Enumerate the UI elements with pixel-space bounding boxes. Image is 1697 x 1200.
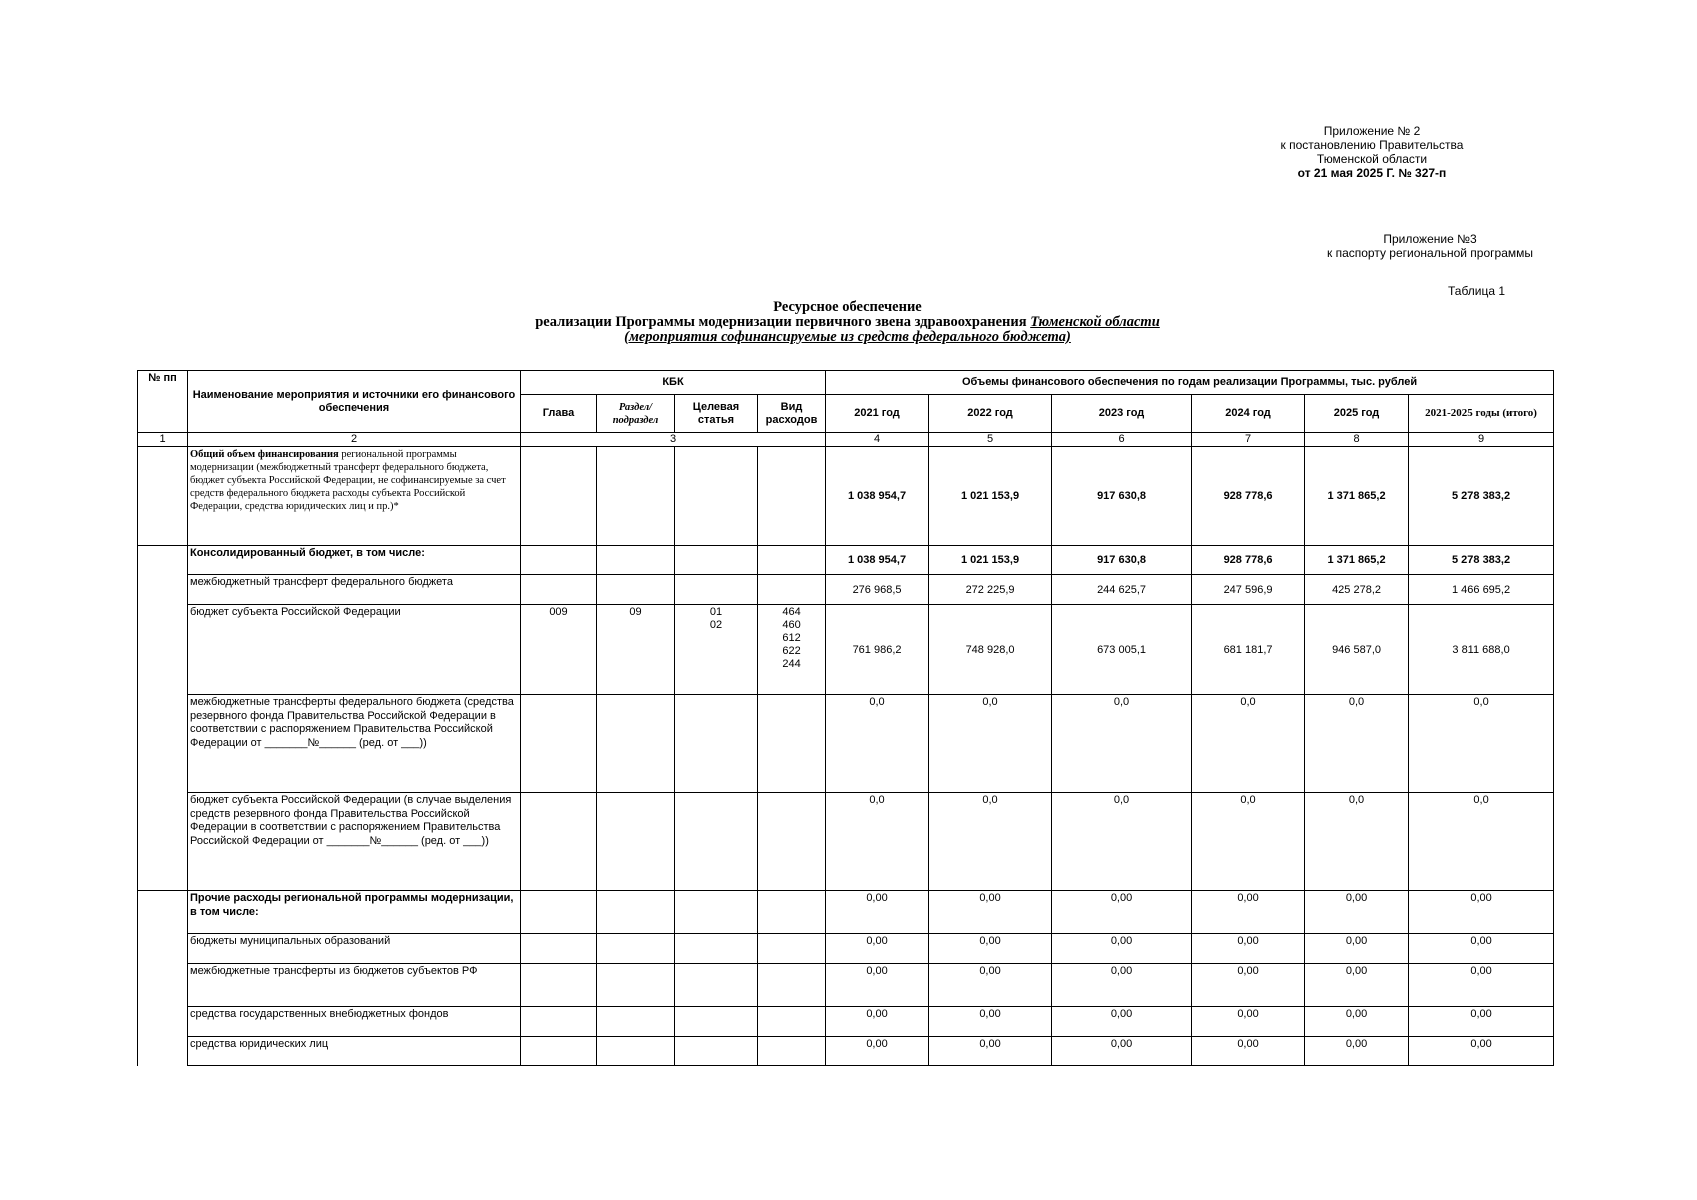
kbk-celevaya [675, 447, 758, 546]
value-2024: 247 596,9 [1192, 575, 1305, 605]
row-name: средства юридических лиц [188, 1037, 521, 1066]
kbk-vid [758, 605, 826, 695]
appendix-2-title: Приложение № 2 [1323, 124, 1421, 138]
row-number-cell [138, 447, 188, 546]
kbk-vid [758, 1007, 826, 1037]
column-number: 8 [1305, 433, 1409, 447]
row-number-cell [138, 891, 188, 934]
table-row [138, 891, 1554, 934]
value-total: 3 811 688,0 [1409, 605, 1554, 695]
value-2022: 0,00 [929, 1007, 1052, 1037]
header-2024: 2024 год [1192, 395, 1305, 433]
appendix-3-title: Приложение №3 [1383, 232, 1477, 246]
kbk-glava [521, 1037, 597, 1066]
kbk-celevaya [675, 793, 758, 891]
header-2021: 2021 год [826, 395, 929, 433]
kbk-celevaya [675, 695, 758, 793]
value-2021: 1 038 954,7 [826, 447, 929, 546]
column-number-row [138, 433, 1554, 447]
value-2024: 0,00 [1192, 964, 1305, 1007]
kbk-vid-code: 464 [782, 606, 801, 618]
header-name: Наименование мероприятия и источники его финансового обеспечения [188, 371, 521, 433]
kbk-vid [758, 934, 826, 964]
kbk-glava [521, 891, 597, 934]
kbk-glava [521, 934, 597, 964]
row-number-cell [138, 605, 188, 695]
resource-table [137, 370, 1554, 1066]
header-2022: 2022 год [929, 395, 1052, 433]
kbk-razdel [597, 575, 675, 605]
kbk-glava [521, 1007, 597, 1037]
kbk-celevaya-part: 02 [709, 619, 723, 631]
value-2022: 0,00 [929, 891, 1052, 934]
title-line-1: Ресурсное обеспечение [773, 299, 922, 315]
value-2023: 0,00 [1052, 1007, 1192, 1037]
value-total: 0,0 [1409, 695, 1554, 793]
column-number: 5 [929, 433, 1052, 447]
row-name-rest: региональной программы модернизации (межбюджетный трансферт федерального бюджета, бюджет субъекта Российской Федерации, не софинансируемые за счет средств федерального бюджета расходы субъекта Российской Федерации, средства юридических лиц и пр.)* [190, 449, 506, 512]
table-row [138, 575, 1554, 605]
value-2025: 0,00 [1305, 964, 1409, 1007]
value-2023: 0,0 [1052, 793, 1192, 891]
table-row [138, 934, 1554, 964]
value-2021: 0,00 [826, 891, 929, 934]
value-2024: 0,0 [1192, 793, 1305, 891]
value-2021: 1 038 954,7 [826, 546, 929, 575]
table-row [138, 447, 1554, 546]
value-2022: 0,0 [929, 793, 1052, 891]
table-row [138, 546, 1554, 575]
kbk-razdel [597, 1007, 675, 1037]
value-2024: 0,00 [1192, 891, 1305, 934]
kbk-celevaya [675, 575, 758, 605]
value-2025: 1 371 865,2 [1305, 447, 1409, 546]
column-number: 9 [1409, 433, 1554, 447]
row-name: межбюджетный трансферт федерального бюджета [188, 575, 521, 605]
kbk-vid [758, 695, 826, 793]
value-2025: 425 278,2 [1305, 575, 1409, 605]
row-number-cell [138, 1007, 188, 1037]
value-2022: 1 021 153,9 [929, 447, 1052, 546]
value-total: 1 466 695,2 [1409, 575, 1554, 605]
kbk-glava [521, 793, 597, 891]
row-name-bold: Общий объем финансирования [190, 449, 339, 460]
kbk-glava: 009 [521, 605, 597, 695]
column-number: 1 [138, 433, 188, 447]
value-2025: 0,00 [1305, 891, 1409, 934]
kbk-razdel [597, 793, 675, 891]
value-2022: 748 928,0 [929, 605, 1052, 695]
header-total: 2021-2025 годы (итого) [1409, 395, 1554, 433]
kbk-vid [758, 1037, 826, 1066]
appendix-2-line: к постановлению Правительства [1280, 138, 1464, 152]
value-2021: 0,0 [826, 793, 929, 891]
row-number-cell [138, 1037, 188, 1066]
table-row [138, 793, 1554, 891]
kbk-glava [521, 964, 597, 1007]
header-2025: 2025 год [1305, 395, 1409, 433]
header-razdel: Раздел/ подраздел [597, 395, 675, 433]
value-2025: 0,00 [1305, 1037, 1409, 1066]
kbk-vid [758, 891, 826, 934]
value-2021: 0,00 [826, 934, 929, 964]
kbk-vid-code: 622 [782, 645, 801, 657]
kbk-razdel [597, 934, 675, 964]
row-name: бюджеты муниципальных образований [188, 934, 521, 964]
kbk-razdel [597, 891, 675, 934]
table-row [138, 605, 1554, 695]
kbk-glava [521, 546, 597, 575]
kbk-celevaya [675, 1007, 758, 1037]
kbk-celevaya [675, 964, 758, 1007]
kbk-razdel [597, 1037, 675, 1066]
value-total: 0,00 [1409, 1007, 1554, 1037]
row-number-cell [138, 964, 188, 1007]
value-2024: 928 778,6 [1192, 447, 1305, 546]
table-row [138, 695, 1554, 793]
kbk-celevaya [675, 546, 758, 575]
value-2025: 0,0 [1305, 695, 1409, 793]
table-row [138, 1007, 1554, 1037]
kbk-celevaya-part: 01 [709, 606, 723, 618]
value-2023: 673 005,1 [1052, 605, 1192, 695]
kbk-razdel [597, 546, 675, 575]
kbk-vid-code: 244 [782, 658, 801, 670]
title-line-3: (мероприятия софинансируемые из средств федерального бюджета) [624, 329, 1071, 345]
header-glava: Глава [521, 395, 597, 433]
value-total: 0,00 [1409, 964, 1554, 1007]
value-total: 5 278 383,2 [1409, 546, 1554, 575]
value-2025: 946 587,0 [1305, 605, 1409, 695]
kbk-vid [758, 575, 826, 605]
value-2022: 0,00 [929, 1037, 1052, 1066]
appendix-2-line: Тюменской области [1316, 152, 1428, 166]
header-vid: Вид расходов [758, 395, 826, 433]
row-name: межбюджетные трансферты федерального бюджета (средства резервного фонда Правительства Российской Федерации в соответствии с распоряжением Правительства Российской Федерации от _______№______ (ред. от ___)) [188, 695, 521, 793]
row-number-cell [138, 575, 188, 605]
value-2023: 0,00 [1052, 934, 1192, 964]
kbk-glava [521, 447, 597, 546]
kbk-vid [758, 964, 826, 1007]
kbk-celevaya [675, 1037, 758, 1066]
kbk-razdel: 09 [597, 605, 675, 695]
row-name: бюджет субъекта Российской Федерации (в случае выделения средств резервного фонда Правительства Российской Федерации в соответствии с распоряжением Правительства Российской Федерации от _______№______ (ред. от ___)) [188, 793, 521, 891]
row-name: Консолидированный бюджет, в том числе: [188, 546, 521, 575]
appendix-2-header [1252, 124, 1492, 180]
value-2023: 0,00 [1052, 1037, 1192, 1066]
row-name [188, 447, 521, 546]
kbk-vid-code: 612 [782, 632, 801, 644]
value-2021: 0,00 [826, 1037, 929, 1066]
column-number: 7 [1192, 433, 1305, 447]
document-title [380, 300, 1315, 345]
value-2022: 0,0 [929, 695, 1052, 793]
value-2021: 0,00 [826, 1007, 929, 1037]
value-2021: 0,0 [826, 695, 929, 793]
kbk-razdel [597, 964, 675, 1007]
value-total: 0,00 [1409, 934, 1554, 964]
row-name: Прочие расходы региональной программы модернизации, в том числе: [188, 891, 521, 934]
value-2024: 0,0 [1192, 695, 1305, 793]
row-name: бюджет субъекта Российской Федерации [188, 605, 521, 695]
value-2023: 0,0 [1052, 695, 1192, 793]
kbk-glava [521, 575, 597, 605]
column-number: 3 [521, 433, 826, 447]
title-region: Тюменской области [1030, 314, 1160, 330]
column-number: 2 [188, 433, 521, 447]
value-2024: 0,00 [1192, 1007, 1305, 1037]
header-celevaya: Целевая статья [675, 395, 758, 433]
value-2021: 0,00 [826, 964, 929, 1007]
kbk-vid [758, 793, 826, 891]
kbk-razdel [597, 447, 675, 546]
value-2021: 761 986,2 [826, 605, 929, 695]
row-number-cell [138, 695, 188, 793]
value-2022: 0,00 [929, 964, 1052, 1007]
appendix-2-date: от 21 мая 2025 Г. № 327-п [1297, 166, 1447, 180]
value-2023: 244 625,7 [1052, 575, 1192, 605]
kbk-celevaya [675, 934, 758, 964]
value-2024: 928 778,6 [1192, 546, 1305, 575]
appendix-3-header [1300, 232, 1560, 260]
value-2023: 917 630,8 [1052, 447, 1192, 546]
value-2024: 0,00 [1192, 1037, 1305, 1066]
row-name: средства государственных внебюджетных фондов [188, 1007, 521, 1037]
value-2025: 0,00 [1305, 934, 1409, 964]
kbk-vid [758, 447, 826, 546]
kbk-vid-code: 460 [782, 619, 801, 631]
value-2023: 917 630,8 [1052, 546, 1192, 575]
value-total: 0,0 [1409, 793, 1554, 891]
value-2023: 0,00 [1052, 891, 1192, 934]
column-number: 6 [1052, 433, 1192, 447]
value-2024: 0,00 [1192, 934, 1305, 964]
value-total: 0,00 [1409, 1037, 1554, 1066]
value-2023: 0,00 [1052, 964, 1192, 1007]
kbk-celevaya [675, 605, 758, 695]
table-row [138, 1037, 1554, 1066]
row-number-cell [138, 934, 188, 964]
kbk-vid [758, 546, 826, 575]
table-row [138, 964, 1554, 1007]
value-2025: 1 371 865,2 [1305, 546, 1409, 575]
table-label: Таблица 1 [1448, 284, 1506, 298]
value-2022: 1 021 153,9 [929, 546, 1052, 575]
header-volumes: Объемы финансового обеспечения по годам реализации Программы, тыс. рублей [826, 371, 1554, 395]
appendix-3-line: к паспорту региональной программы [1327, 246, 1533, 260]
kbk-razdel [597, 695, 675, 793]
row-number-cell [138, 546, 188, 575]
title-line-2-prefix: реализации Программы модернизации первичного звена здравоохранения [535, 314, 1031, 330]
value-2022: 272 225,9 [929, 575, 1052, 605]
header-2023: 2023 год [1052, 395, 1192, 433]
kbk-celevaya [675, 891, 758, 934]
header-num: № пп [138, 371, 188, 433]
title-line-2 [380, 315, 1315, 330]
value-total: 0,00 [1409, 891, 1554, 934]
row-number-cell [138, 793, 188, 891]
row-name: межбюджетные трансферты из бюджетов субъектов РФ [188, 964, 521, 1007]
value-2025: 0,0 [1305, 793, 1409, 891]
value-2022: 0,00 [929, 934, 1052, 964]
value-2021: 276 968,5 [826, 575, 929, 605]
kbk-glava [521, 695, 597, 793]
value-2025: 0,00 [1305, 1007, 1409, 1037]
value-2024: 681 181,7 [1192, 605, 1305, 695]
header-kbk: КБК [521, 371, 826, 395]
value-total: 5 278 383,2 [1409, 447, 1554, 546]
column-number: 4 [826, 433, 929, 447]
